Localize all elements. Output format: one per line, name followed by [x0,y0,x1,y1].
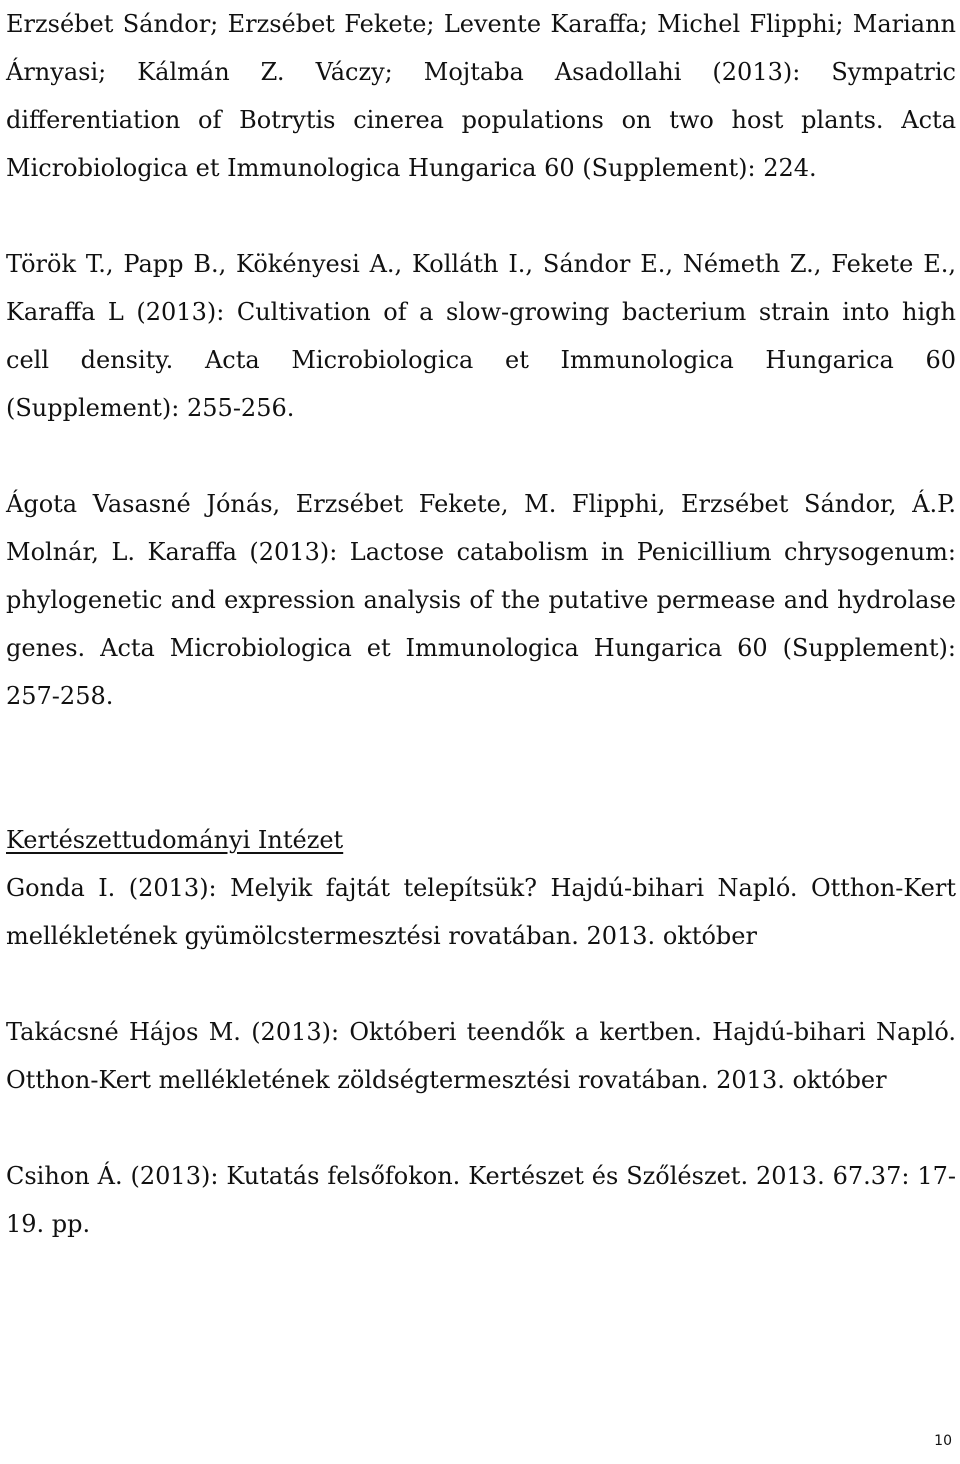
reference-entry: Gonda I. (2013): Melyik fajtát telepítsük? Hajdú-bihari Napló. Otthon-Kert mellékletének gyümölcstermesztési rovatában. 2013. október [6,874,956,950]
reference-entry: Erzsébet Sándor; Erzsébet Fekete; Levente Karaffa; Michel Flipphi; Mariann Árnyasi; Kálmán Z. Váczy; Mojtaba Asadollahi (2013): Sympatric differentiation of Botrytis cinerea populations on two host plants. Acta Microbiologica et Immunologica Hungarica 60 (Supplement): 224. [6,10,956,182]
reference-entry: Ágota Vasasné Jónás, Erzsébet Fekete, M. Flipphi, Erzsébet Sándor, Á.P. Molnár, L. Karaffa (2013): Lactose catabolism in Penicillium chrysogenum: phylogenetic and expression analysis of the putative permease and hydrolase genes. Acta Microbiologica et Immunologica Hungarica 60 (Supplement): 257-258. [6,490,956,710]
reference-entry: Csihon Á. (2013): Kutatás felsőfokon. Kertészet és Szőlészet. 2013. 67.37: 17-19. pp. [6,1162,956,1238]
page-number: 10 [934,1433,952,1449]
reference-entry: Török T., Papp B., Kökényesi A., Kolláth I., Sándor E., Németh Z., Fekete E., Karaffa L (2013): Cultivation of a slow-growing bacterium strain into high cell density. Acta Microbiologica et Immunologica Hungarica 60 (Supplement): 255-256. [6,250,956,422]
reference-entry: Takácsné Hájos M. (2013): Októberi teendők a kertben. Hajdú-bihari Napló. Otthon-Kert mellékletének zöldségtermesztési rovatában. 2013. október [6,1018,956,1094]
document-page [6,0,956,1248]
section-heading: Kertészettudományi Intézet [6,826,344,854]
